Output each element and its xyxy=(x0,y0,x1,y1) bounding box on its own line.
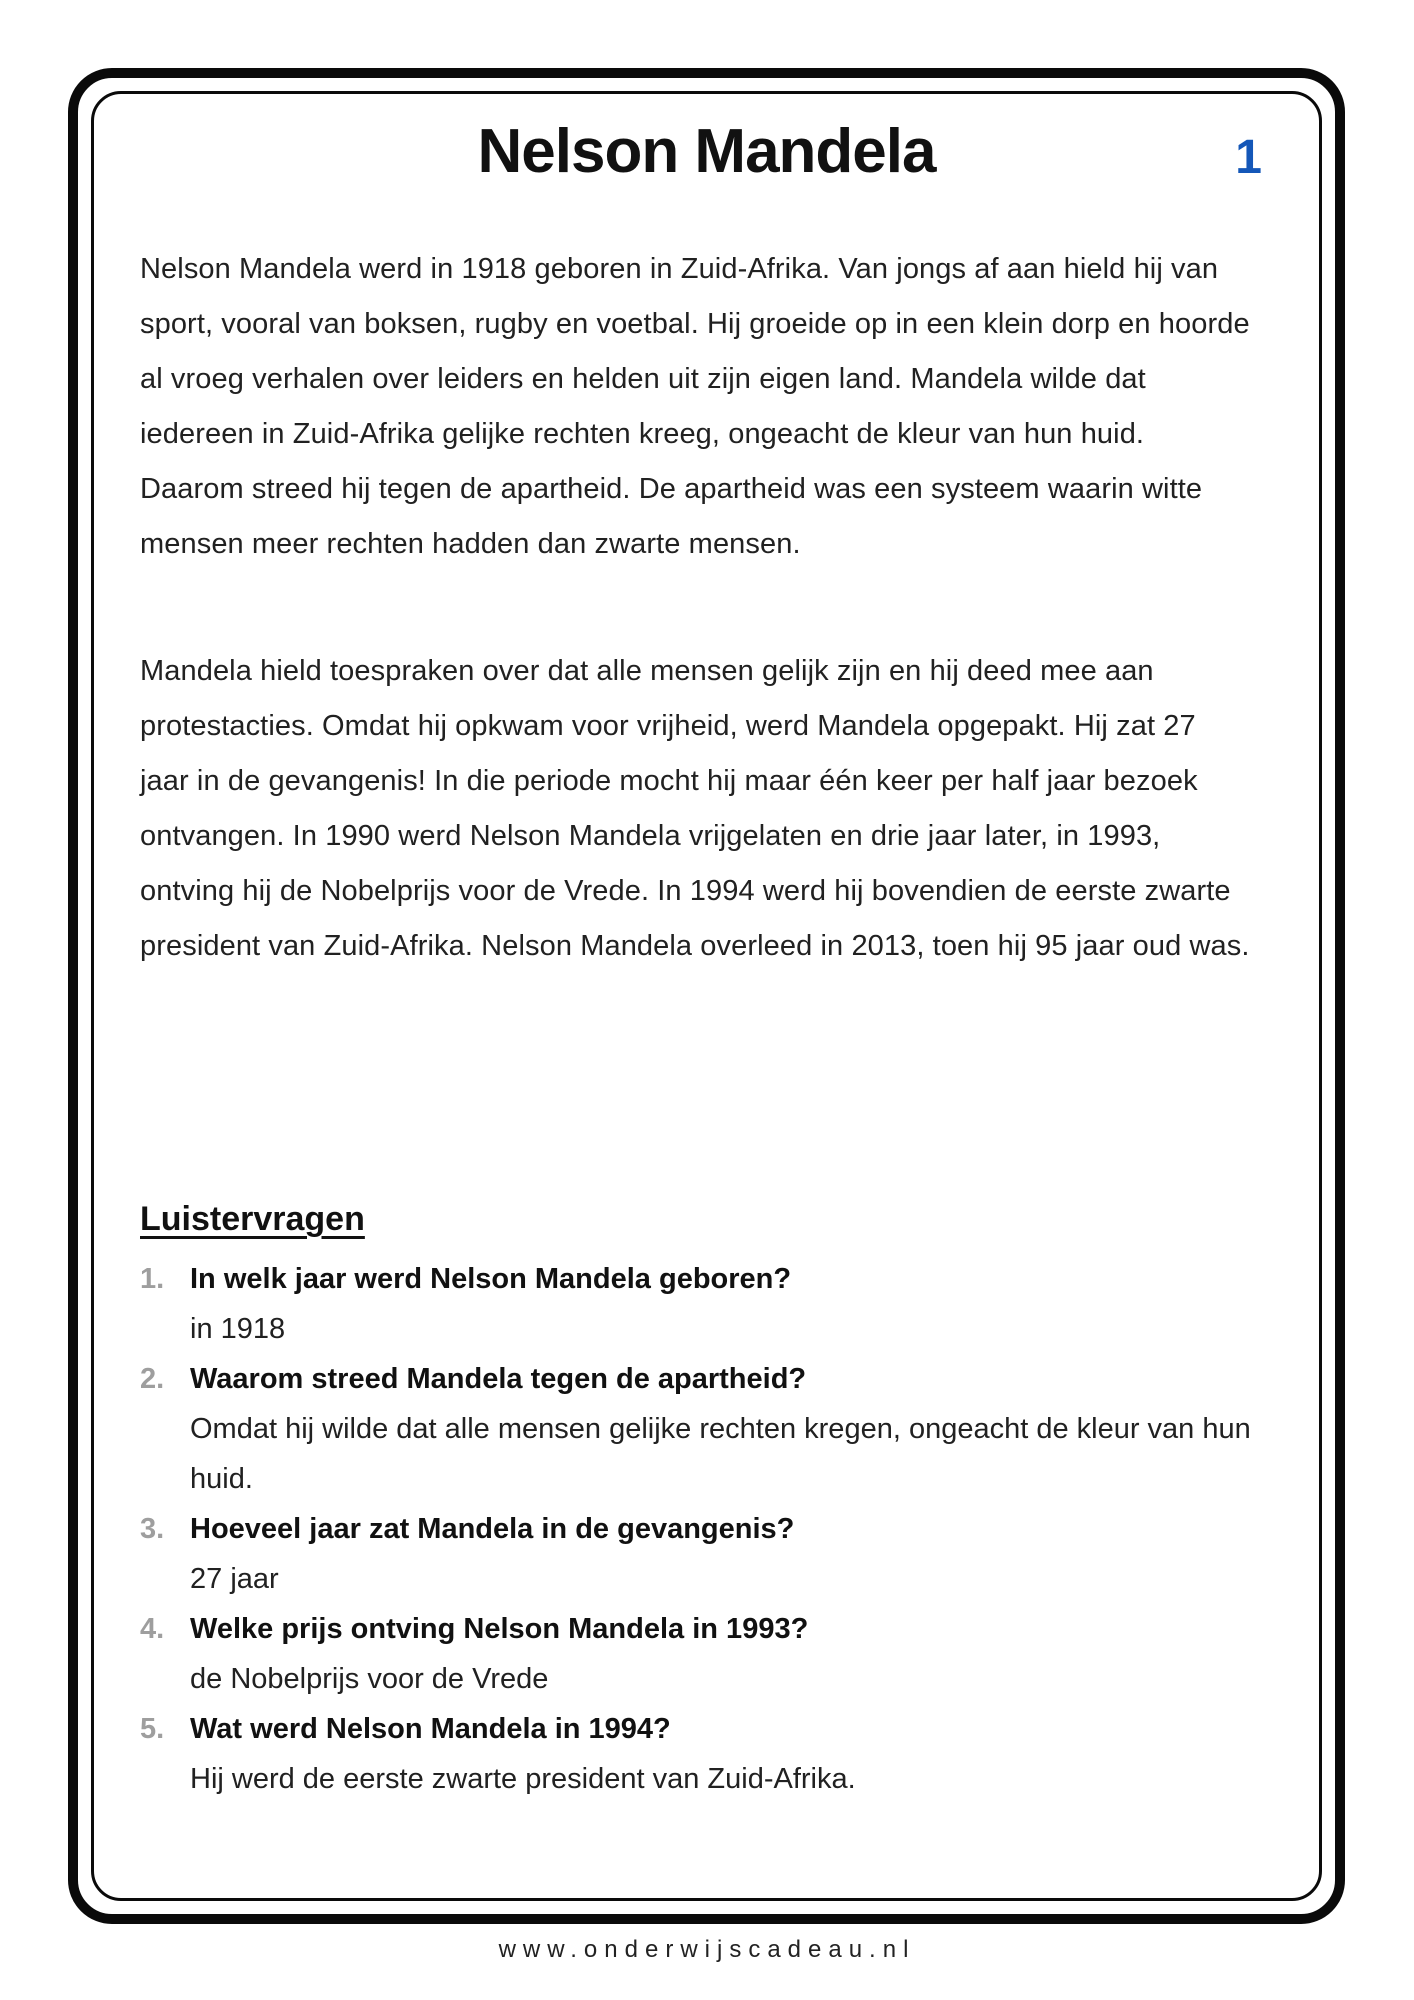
questions-list xyxy=(140,1254,1273,1804)
question-number: 2. xyxy=(140,1363,165,1395)
question-body xyxy=(190,1354,1273,1504)
question-item-3 xyxy=(140,1504,1273,1604)
question-answer: de Nobelprijs voor de Vrede xyxy=(190,1663,549,1695)
question-number: 1. xyxy=(140,1263,165,1295)
footer-url: www.onderwijscadeau.nl xyxy=(498,1936,916,1963)
question-item-1 xyxy=(140,1254,1273,1354)
question-body xyxy=(190,1704,1273,1804)
questions-heading: Luistervragen xyxy=(140,1200,365,1238)
question-text: Wat werd Nelson Mandela in 1994? xyxy=(190,1713,671,1745)
question-body xyxy=(190,1604,1273,1704)
question-item-5 xyxy=(140,1704,1273,1804)
page-number: 1 xyxy=(1235,131,1262,184)
question-number: 3. xyxy=(140,1513,165,1545)
question-text: Hoeveel jaar zat Mandela in de gevangenis? xyxy=(190,1513,795,1545)
page-title: Nelson Mandela xyxy=(477,117,936,186)
intro-paragraph-1: Nelson Mandela werd in 1918 geboren in Zuid-Afrika. Van jongs af aan hield hij van sport, vooral van boksen, rugby en voetbal. Hij groeide op in een klein dorp en hoorde al vroeg verhalen over leiders en helden uit zijn eigen land. Mandela wilde dat iedereen in Zuid-Afrika gelijke rechten kreeg, ongeacht de kleur van hun huid. Daarom streed hij tegen de apartheid. De apartheid was een systeem waarin witte mensen meer rechten hadden dan zwarte mensen. xyxy=(140,253,1250,560)
page-outer-border xyxy=(68,68,1345,1924)
page-inner-border xyxy=(91,91,1322,1901)
intro-paragraph-2: Mandela hield toespraken over dat alle mensen gelijk zijn en hij deed mee aan protestacties. Omdat hij opkwam voor vrijheid, werd Mandela opgepakt. Hij zat 27 jaar in de gevangenis! In die periode mocht hij maar één keer per half jaar bezoek ontvangen. In 1990 werd Nelson Mandela vrijgelaten en drie jaar later, in 1993, ontving hij de Nobelprijs voor de Vrede. In 1994 werd hij bovendien de eerste zwarte president van Zuid-Afrika. Nelson Mandela overleed in 2013, toen hij 95 jaar oud was. xyxy=(140,655,1250,962)
question-item-2 xyxy=(140,1354,1273,1504)
question-number: 5. xyxy=(140,1713,165,1745)
question-text: In welk jaar werd Nelson Mandela geboren? xyxy=(190,1263,792,1295)
question-number: 4. xyxy=(140,1613,165,1645)
question-answer: in 1918 xyxy=(190,1313,286,1345)
question-text: Welke prijs ontving Nelson Mandela in 1993? xyxy=(190,1613,809,1645)
question-answer: 27 jaar xyxy=(190,1563,279,1595)
question-body xyxy=(190,1504,1273,1604)
question-body xyxy=(190,1254,1273,1354)
question-item-4 xyxy=(140,1604,1273,1704)
question-text: Waarom streed Mandela tegen de apartheid? xyxy=(190,1363,807,1395)
question-answer: Hij werd de eerste zwarte president van Zuid-Afrika. xyxy=(190,1763,856,1795)
question-answer: Omdat hij wilde dat alle mensen gelijke rechten kregen, ongeacht de kleur van hun huid. xyxy=(190,1413,1251,1495)
